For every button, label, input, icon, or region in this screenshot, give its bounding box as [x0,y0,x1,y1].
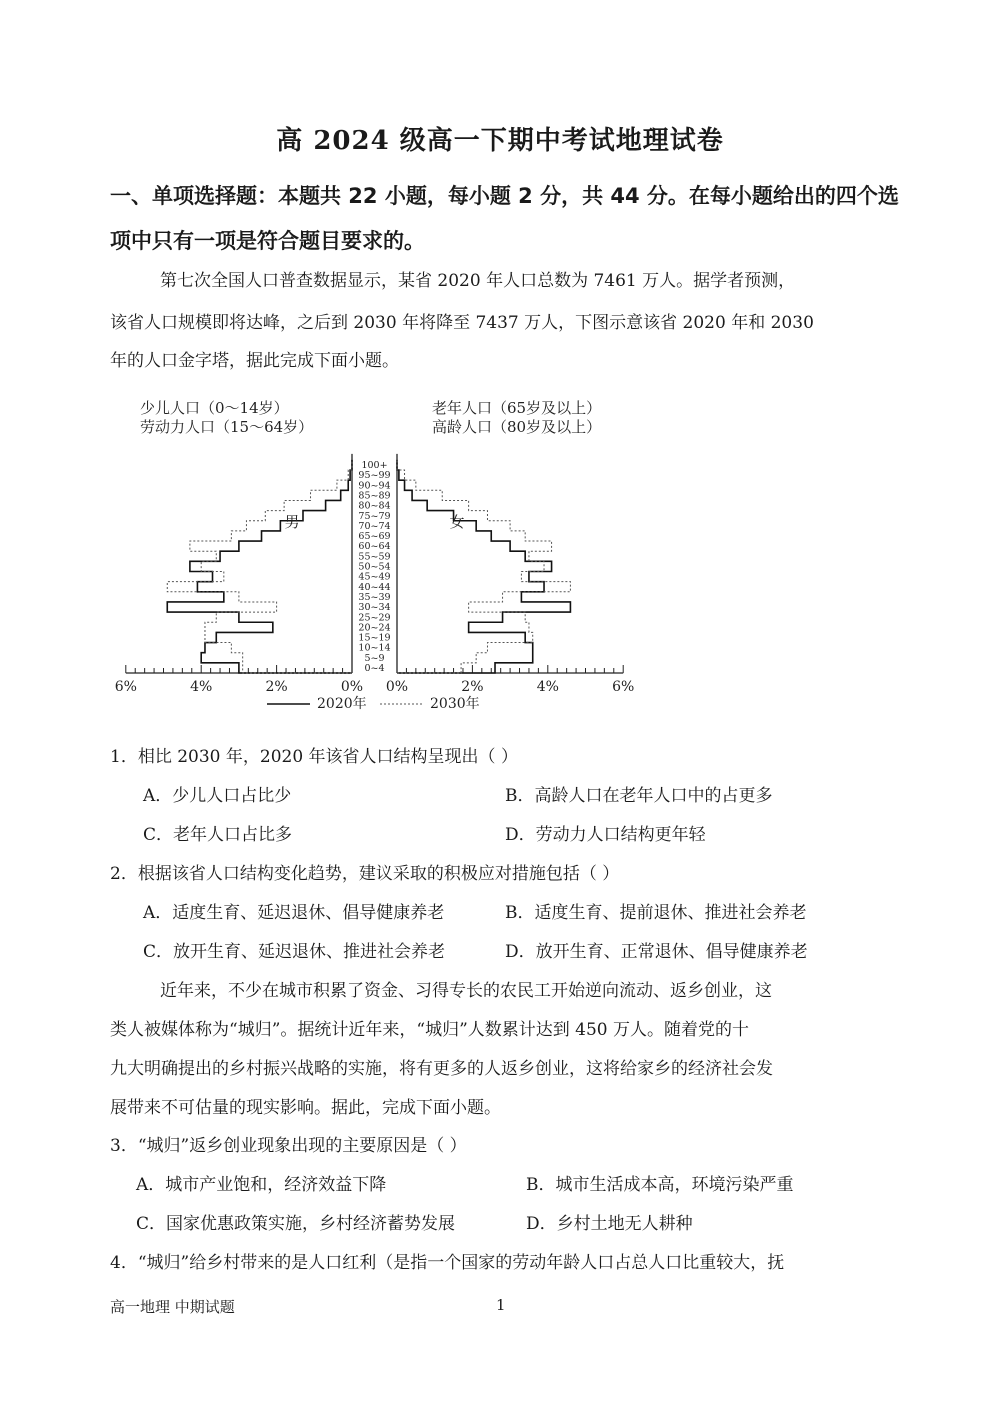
x-tick-label: 4% [536,679,559,695]
question-1-option-b[interactable]: B．高龄人口在老年人口中的占更多 [505,786,773,806]
age-group-label: 55~59 [358,551,391,563]
question-3-option-b[interactable]: B．城市生活成本高，环境污染严重 [526,1175,794,1195]
population-pyramid-chart [105,385,650,720]
question-1-stem: 1．相比 2030 年，2020 年该省人口结构呈现出（ ） [110,747,518,767]
question-2-option-a[interactable]: A．适度生育、延迟退休、倡导健康养老 [143,903,445,923]
question-4-stem: 4．“城归”给乡村带来的是人口红利（是指一个国家的劳动年龄人口占总人口比重较大，抚 [110,1253,785,1273]
age-group-label: 85~89 [358,490,391,502]
section-heading-line1: 一、单项选择题：本题共 22 小题，每小题 2 分，共 44 分。在每小题给出的四个选 [110,184,899,208]
series-2020年-male [167,460,352,673]
age-group-label: 40~44 [358,581,391,593]
footer-page-number: 1 [496,1296,506,1314]
age-group-label: 25~29 [358,612,391,624]
age-group-label: 10~14 [358,642,391,654]
question-3-option-c[interactable]: C．国家优惠政策实施，乡村经济蓄势发展 [136,1214,456,1234]
age-group-label: 70~74 [358,520,391,532]
age-group-label: 50~54 [358,561,391,573]
age-group-label: 90~94 [358,480,391,492]
age-group-label: 60~64 [358,541,391,553]
age-group-label: 80~84 [358,500,391,512]
question-1-option-d[interactable]: D．劳动力人口结构更年轻 [505,825,706,845]
age-group-label: 20~24 [358,622,391,634]
legend-2020-label: 2020年 [317,696,367,712]
question-2-option-b[interactable]: B．适度生育、提前退休、推进社会养老 [505,903,807,923]
question-1-option-a[interactable]: A．少儿人口占比少 [143,786,292,806]
male-label: 男 [284,513,300,531]
x-tick-label: 2% [461,679,484,695]
age-group-label: 15~19 [358,632,391,644]
section-heading-line2: 项中只有一项是符合题目要求的。 [110,229,425,253]
passage2-line4: 展带来不可估量的现实影响。据此，完成下面小题。 [110,1098,501,1118]
chart-labels [115,399,635,712]
x-tick-label: 6% [114,679,137,695]
age-group-label: 75~79 [358,510,391,522]
legend-oldest-old-label: 高龄人口（80岁及以上） [432,418,602,436]
legend-elderly-label: 老年人口（65岁及以上） [432,399,602,417]
question-2-stem: 2．根据该省人口结构变化趋势，建议采取的积极应对措施包括（ ） [110,864,620,884]
passage1-line1: 第七次全国人口普查数据显示，某省 2020 年人口总数为 7461 万人。据学者预测， [160,271,796,291]
age-group-label: 45~49 [358,571,391,583]
x-tick-label: 0% [340,679,364,695]
x-tick-label: 6% [612,679,635,695]
legend-youth-label: 少儿人口（0～14岁） [140,399,289,417]
question-3-option-a[interactable]: A．城市产业饱和，经济效益下降 [136,1175,387,1195]
age-group-label: 95~99 [358,470,391,482]
age-group-label: 100+ [361,460,388,471]
series-2030年-female [397,460,570,673]
female-label: 女 [449,513,465,531]
x-tick-label: 2% [265,679,288,695]
question-3-stem: 3．“城归”返乡创业现象出现的主要原因是（ ） [110,1136,467,1156]
passage1-line2: 该省人口规模即将达峰，之后到 2030 年将降至 7437 万人，下图示意该省 2020 年和 2030 [110,313,814,333]
series-2020年-female [397,460,570,673]
age-group-label: 30~34 [358,602,391,614]
age-group-label: 65~69 [358,531,391,543]
legend-working-age-label: 劳动力人口（15～64岁） [140,418,314,436]
question-2-option-d[interactable]: D．放开生育、正常退休、倡导健康养老 [505,942,808,962]
age-group-label: 0~4 [364,663,385,674]
question-3-option-d[interactable]: D．乡村土地无人耕种 [526,1214,693,1234]
passage1-line3: 年的人口金字塔，据此完成下面小题。 [110,351,399,371]
passage2-line2: 类人被媒体称为“城归”。据统计近年来，“城归”人数累计达到 450 万人。随着党的十 [110,1020,750,1040]
footer-course: 高一地理 中期试题 [110,1298,235,1316]
question-1-option-c[interactable]: C．老年人口占比多 [143,825,293,845]
x-tick-label: 0% [385,679,409,695]
age-group-label: 5~9 [364,652,385,664]
page-title: 高 2024 级高一下期中考试地理试卷 [276,126,724,156]
passage2-line3: 九大明确提出的乡村振兴战略的实施，将有更多的人返乡创业，这将给家乡的经济社会发 [110,1059,773,1079]
question-2-option-c[interactable]: C．放开生育、延迟退休、推进社会养老 [143,942,446,962]
age-group-label: 35~39 [358,591,391,603]
legend-2030-label: 2030年 [430,696,480,712]
passage2-line1: 近年来，不少在城市积累了资金、习得专长的农民工开始逆向流动、返乡创业，这 [160,981,772,1001]
x-tick-label: 4% [190,679,213,695]
series-2030年-male [167,460,352,673]
